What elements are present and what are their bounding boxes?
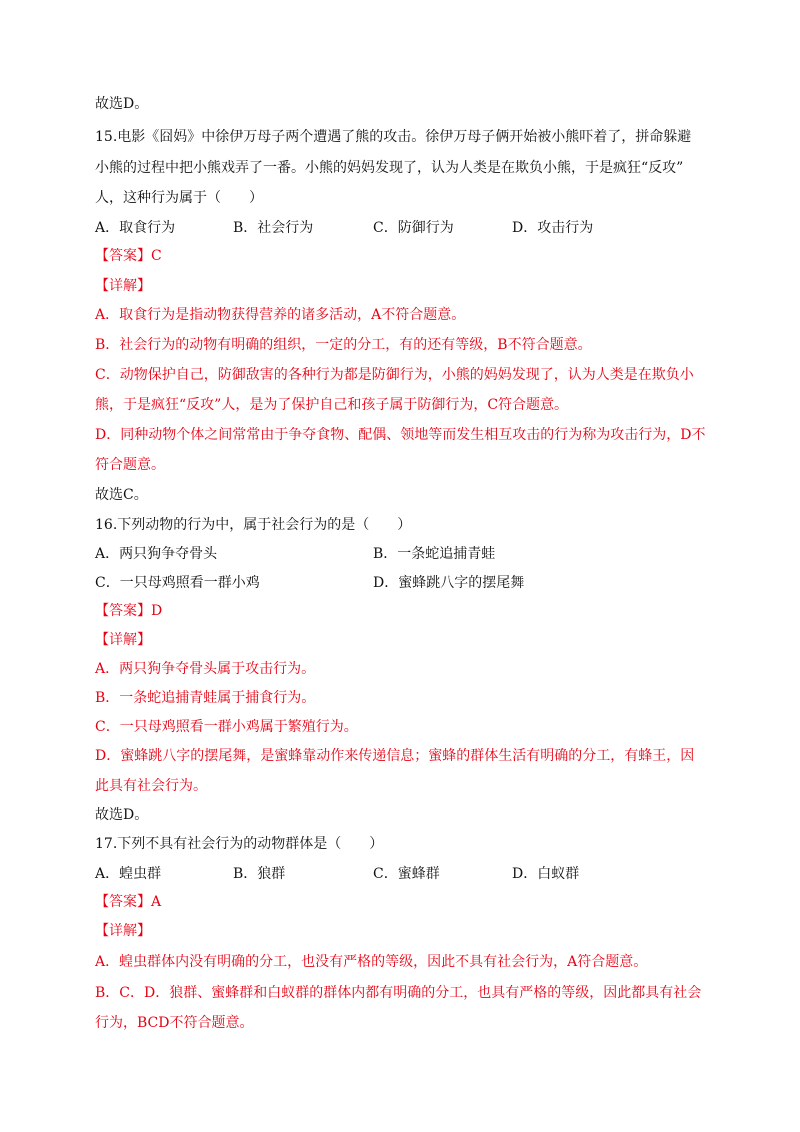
answer-tag: 【答案】 <box>95 894 151 910</box>
question-17-detail-heading: 【详解】 <box>95 923 151 939</box>
question-16-option-d: D．蜜蜂跳八字的摆尾舞 <box>373 575 525 591</box>
question-17-explain-bcd-line1: B．C．D．狼群、蜜蜂群和白蚁群的群体内都有明确的分工，也具有严格的等级，因此都具有社会 <box>95 985 702 1001</box>
question-17-text: 17.下列不具有社会行为的动物群体是（ ） <box>95 836 384 852</box>
answer-tag: 【答案】 <box>95 603 151 619</box>
question-15-option-c: C．防御行为 <box>373 220 454 236</box>
question-15-option-d: D．攻击行为 <box>512 220 594 236</box>
question-16-option-a: A．两只狗争夺骨头 <box>95 546 218 562</box>
question-15-answer <box>95 246 162 266</box>
question-16-text: 16.下列动物的行为中，属于社会行为的是（ ） <box>95 517 412 533</box>
question-16-answer <box>95 601 162 621</box>
question-16-explain-d-line1: D．蜜蜂跳八字的摆尾舞，是蜜蜂靠动作来传递信息；蜜蜂的群体生活有明确的分工，有蜂王，因 <box>95 748 695 764</box>
question-17-option-c: C．蜜蜂群 <box>373 866 440 882</box>
question-17-option-d: D．白蚁群 <box>512 866 580 882</box>
question-15-explain-d-line2: 符合题意。 <box>95 457 165 473</box>
question-17-explain-bcd-line2: 行为，BCD不符合题意。 <box>95 1015 254 1031</box>
question-16-detail-heading: 【详解】 <box>95 632 151 648</box>
prev-choice-line: 故选D。 <box>95 96 149 112</box>
question-17-answer <box>95 892 161 912</box>
question-15-text-line2: 小熊的过程中把小熊戏弄了一番。小熊的妈妈发现了，认为人类是在欺负小熊，于是疯狂“反攻” <box>95 160 684 176</box>
question-17-option-a: A．蝗虫群 <box>95 866 162 882</box>
question-16-option-c: C．一只母鸡照看一群小鸡 <box>95 575 260 591</box>
question-15-explain-d-line1: D．同种动物个体之间常常由于争夺食物、配偶、领地等而发生相互攻击的行为称为攻击行为，D不 <box>95 427 706 443</box>
question-16-explain-a: A．两只狗争夺骨头属于攻击行为。 <box>95 661 316 677</box>
question-15-explain-b: B．社会行为的动物有明确的组织，一定的分工，有的还有等级，B不符合题意。 <box>95 337 592 353</box>
answer-value: A <box>151 894 162 910</box>
question-15-option-b: B．社会行为 <box>233 220 314 236</box>
question-15-explain-c-line2: 熊，于是疯狂“反攻”人，是为了保护自己和孩子属于防御行为，C符合题意。 <box>95 397 569 413</box>
question-16-explain-c: C．一只母鸡照看一群小鸡属于繁殖行为。 <box>95 719 358 735</box>
question-15-text-line3: 人，这种行为属于（ ） <box>95 190 263 206</box>
question-15-detail-heading: 【详解】 <box>95 278 151 294</box>
question-16-explain-b: B．一条蛇追捕青蛙属于捕食行为。 <box>95 690 316 706</box>
question-15-explain-a: A．取食行为是指动物获得营养的诸多活动，A不符合题意。 <box>95 307 466 323</box>
answer-tag: 【答案】 <box>95 248 151 264</box>
question-16-option-b: B．一条蛇追捕青蛙 <box>373 546 496 562</box>
answer-value: C <box>151 248 162 264</box>
question-15-text-line1: 15.电影《囧妈》中徐伊万母子两个遭遇了熊的攻击。徐伊万母子俩开始被小熊吓着了，拼命躲避 <box>95 129 692 145</box>
question-17-explain-a: A．蝗虫群体内没有明确的分工，也没有严格的等级，因此不具有社会行为，A符合题意。 <box>95 954 648 970</box>
question-15-choice: 故选C。 <box>95 487 148 503</box>
question-15-explain-c-line1: C．动物保护自己，防御敌害的各种行为都是防御行为，小熊的妈妈发现了，认为人类是在欺负小 <box>95 367 694 383</box>
question-16-choice: 故选D。 <box>95 807 149 823</box>
question-15-option-a: A．取食行为 <box>95 220 176 236</box>
answer-value: D <box>151 603 163 619</box>
question-17-option-b: B．狼群 <box>233 866 286 882</box>
question-16-explain-d-line2: 此具有社会行为。 <box>95 778 207 794</box>
